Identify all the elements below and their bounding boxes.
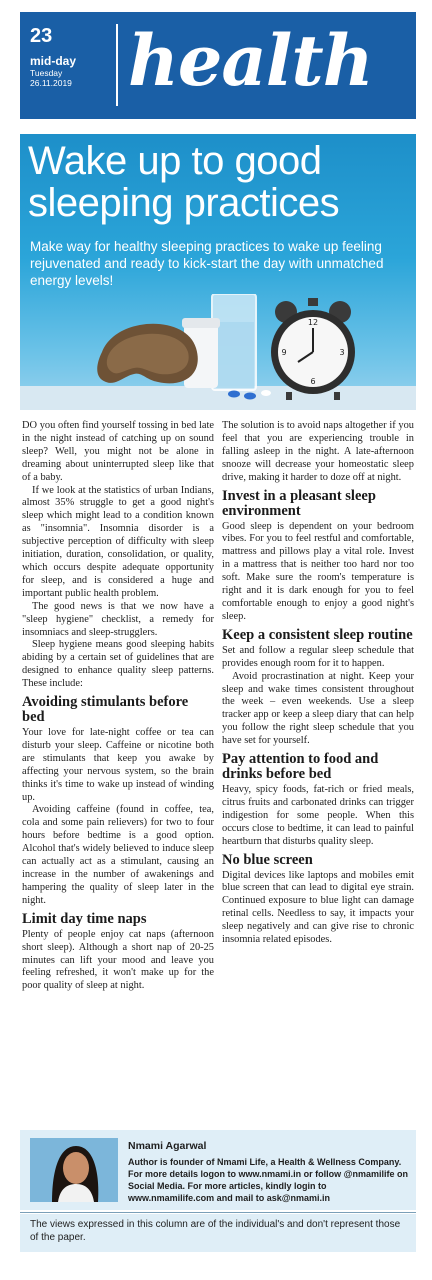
article-column-left xyxy=(22,420,214,993)
hero-banner xyxy=(20,134,416,410)
divider xyxy=(20,1212,416,1213)
svg-text:9: 9 xyxy=(281,348,287,357)
paragraph: Sleep hygiene means good sleeping habits abiding by a certain set of guidelines that are designed to enhance quality sleep patterns. These include: xyxy=(22,639,214,690)
sleep-mask-alarm-clock-illustration xyxy=(20,294,416,410)
paragraph: If we look at the statistics of urban Indians, almost 35% struggle to get a good night's sleep which might lead to a condition known as "insomnia". Insomnia disorder is a subjective perception of difficulty with sleep initiation, duration, consolidation, or quality, which occurs despite adequate opportunity for sleep, and is considered a huge and important public health problem. xyxy=(22,484,214,599)
masthead-divider xyxy=(116,24,118,106)
section-title: health xyxy=(128,19,373,102)
svg-text:6: 6 xyxy=(310,377,316,386)
standfirst: Make way for healthy sleeping practices to wake up feeling rejuvenated and ready to kick-start the day with unmatched energy levels! xyxy=(30,239,384,288)
disclaimer-box xyxy=(20,1214,416,1252)
subheading: No blue screen xyxy=(222,851,313,868)
paper-name: mid-day xyxy=(30,54,77,68)
author-bio: Author is founder of Nmami Life, a Health & Wellness Company. For more details logon to www.nmami.in or follow @nmamilife on Social Media. For more articles, kindly login to www.nmamilife.com and mail to ask@nmami.in xyxy=(128,1157,408,1203)
paragraph: Heavy, spicy foods, fat-rich or fried meals, citrus fruits and carbonated drinks can trigger indigestion for some people. When this occurs close to bedtime, it can lead to painful heartburn that disturbs quality sleep. xyxy=(222,784,414,847)
author-photo xyxy=(30,1138,118,1202)
article-column-right xyxy=(222,420,414,947)
section-masthead xyxy=(20,12,416,119)
paragraph: DO you often find yourself tossing in bed late in the night instead of catching up on sound sleep? Well, you might not be alone in dreaming about uninterrupted sleep like that of a baby. xyxy=(22,420,214,483)
page-number: 23 xyxy=(30,25,53,47)
svg-text:3: 3 xyxy=(339,348,345,357)
paragraph: The solution is to avoid naps altogether if you feel that you are experiencing trouble in falling asleep in the night. A late-afternoon snooze will decrease your homeostatic sleep drive, making it harder to doze off at night. xyxy=(222,420,414,483)
paragraph: Your love for late-night coffee or tea can disturb your sleep. Caffeine or nicotine both are stimulants that keep you awake by affecting your nervous system, so the brain thinks it's time to wake up instead of winding up. xyxy=(22,727,214,803)
issue-date: 26.11.2019 xyxy=(30,78,72,88)
paragraph: Avoid procrastination at night. Keep your sleep and wake times consistent throughout the week – even weekends. Use a sleep tracker app or keep a sleep diary that can help you follow the right sleep schedule that you have set for yourself. xyxy=(222,670,414,747)
paragraph: Set and follow a regular sleep schedule that provides enough room for it to happen. xyxy=(222,644,414,669)
author-name: Nmami Agarwal xyxy=(128,1140,207,1152)
subheading: Pay attention to food and drinks before bed xyxy=(222,751,379,783)
paragraph: Good sleep is dependent on your bedroom vibes. For you to feel restful and comfortable, mattress and pillows play a vital role. Invest in a mattress that is neither too hard nor too soft. Make sure the room's temperature is right and it is dark enough for you to feel comfortable enough to enjoy a good night's sleep. xyxy=(222,520,414,622)
svg-text:12: 12 xyxy=(307,318,319,327)
paragraph: The good news is that we now have a "sleep hygiene" checklist, a remedy for insomniacs and sleep-strugglers. xyxy=(22,600,214,638)
subheading: Limit day time naps xyxy=(22,910,147,927)
subheading: Invest in a pleasant sleep environment xyxy=(222,487,376,519)
author-info xyxy=(128,1140,408,1204)
subheading: Avoiding stimulants before bed xyxy=(22,694,189,726)
author-box xyxy=(20,1130,416,1210)
masthead-info xyxy=(30,26,76,88)
paragraph: Digital devices like laptops and mobiles emit blue screen that can lead to digital eye strain. Continued exposure to blue light can damage retinal cells. Needless to say, it impacts your sleep negatively and can give rise to chronic insomnia related episodes. xyxy=(222,869,414,946)
paragraph: Avoiding caffeine (found in coffee, tea, cola and some pain relievers) for two to four hours before bedtime is a good option. Alcohol that's widely believed to induce sleep can actually act as a stimulant, causing an increase in the number of awakenings and hampering the quality of sleep later in the night. xyxy=(22,804,214,906)
headline: Wake up to good sleeping practices xyxy=(28,139,340,225)
issue-day: Tuesday xyxy=(30,68,63,78)
paragraph: Plenty of people enjoy cat naps (afternoon short sleep). Although a short nap of 20-25 minutes can lift your mood and leave you feeling refreshed, it won't make up for the poor quality of sleep at night. xyxy=(22,928,214,992)
disclaimer: The views expressed in this column are of the individual's and don't represent those of the paper. xyxy=(30,1219,401,1243)
subheading: Keep a consistent sleep routine xyxy=(222,626,413,643)
